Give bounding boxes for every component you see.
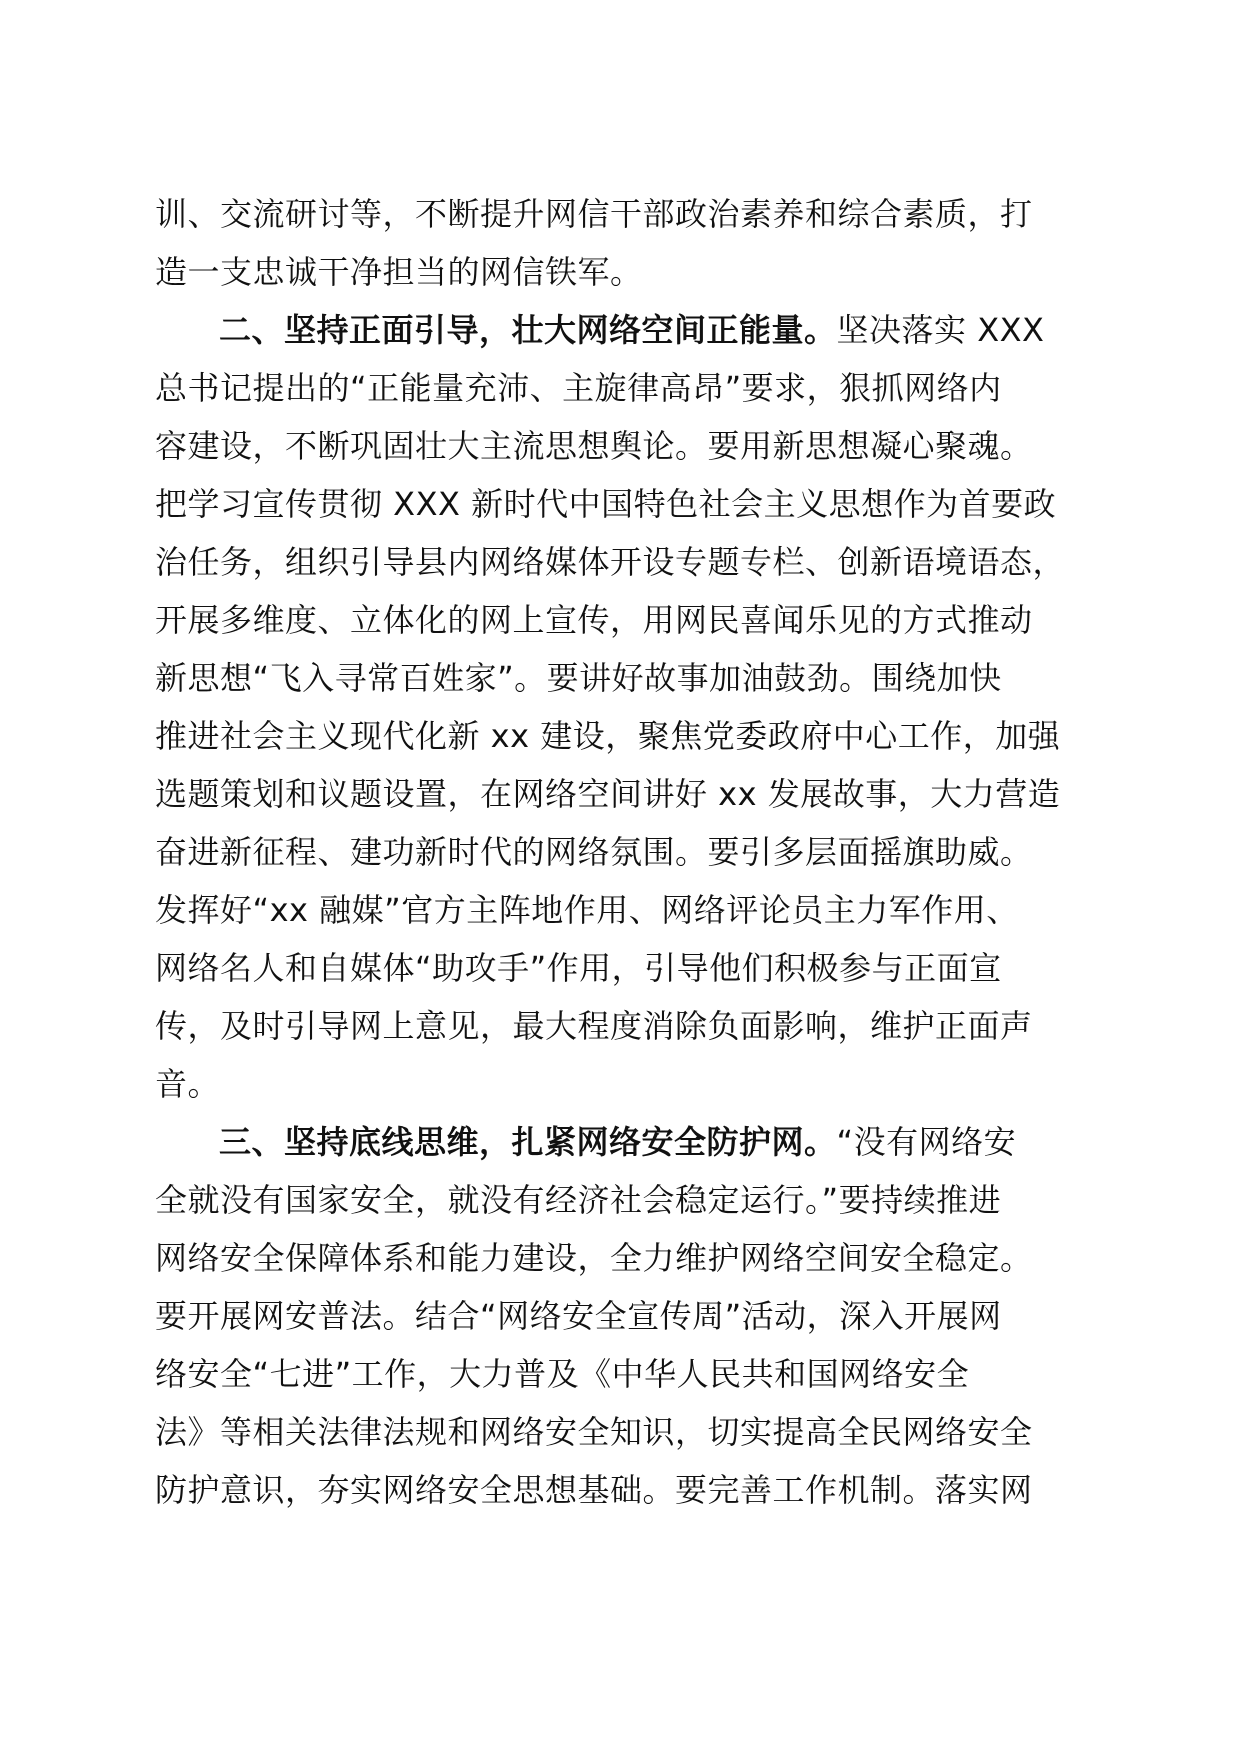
line-text: 容建设，不断巩固壮大主流思想舆论。要用新思想凝心聚魂。 <box>155 427 1033 465</box>
text-line <box>155 417 1090 475</box>
text-line <box>155 1345 1090 1403</box>
line-text: 要开展网安普法。结合“网络安全宣传周”活动，深入开展网 <box>155 1297 1002 1335</box>
line-text: 奋进新征程、建功新时代的网络氛围。要引多层面摇旗助威。 <box>155 833 1033 871</box>
line-text: 治任务，组织引导县内网络媒体开设专题专栏、创新语境语态， <box>155 543 1066 581</box>
line-text: 全就没有国家安全，就没有经济社会稳定运行。”要持续推进 <box>155 1181 1002 1219</box>
section-heading: 三、坚持底线思维，扎紧网络安全防护网。 <box>219 1123 837 1161</box>
line-text: 音。 <box>155 1065 221 1103</box>
line-text: 选题策划和议题设置，在网络空间讲好 xx 发展故事，大力营造 <box>155 775 1061 813</box>
text-line <box>155 1229 1090 1287</box>
line-text: 把学习宣传贯彻 XXX 新时代中国特色社会主义思想作为首要政 <box>155 485 1057 523</box>
line-text: 传，及时引导网上意见，最大程度消除负面影响，维护正面声 <box>155 1007 1033 1045</box>
line-text: 法》等相关法律法规和网络安全知识，切实提高全民网络安全 <box>155 1413 1033 1451</box>
document-body <box>155 185 1090 1519</box>
text-line <box>155 1403 1090 1461</box>
text-line <box>155 939 1090 997</box>
text-line <box>155 533 1090 591</box>
line-text: “没有网络安 <box>836 1123 1017 1161</box>
text-line <box>155 475 1090 533</box>
section-heading-line <box>155 301 1090 359</box>
line-text: 训、交流研讨等，不断提升网信干部政治素养和综合素质，打 <box>155 195 1033 233</box>
text-line <box>155 881 1090 939</box>
line-text: 络安全“七进”工作，大力普及《中华人民共和国网络安全 <box>155 1355 970 1393</box>
line-text: 推进社会主义现代化新 xx 建设，聚焦党委政府中心工作，加强 <box>155 717 1061 755</box>
section-heading-line <box>155 1113 1090 1171</box>
line-text: 总书记提出的“正能量充沛、主旋律高昂”要求，狠抓网络内 <box>155 369 1002 407</box>
line-text: 开展多维度、立体化的网上宣传，用网民喜闻乐见的方式推动 <box>155 601 1033 639</box>
line-text: 防护意识，夯实网络安全思想基础。要完善工作机制。落实网 <box>155 1471 1033 1509</box>
text-line <box>155 359 1090 417</box>
line-text: 网络安全保障体系和能力建设，全力维护网络空间安全稳定。 <box>155 1239 1033 1277</box>
text-line <box>155 1461 1090 1519</box>
text-line <box>155 649 1090 707</box>
line-text: 坚决落实 XXX <box>836 311 1045 349</box>
line-text: 发挥好“xx 融媒”官方主阵地作用、网络评论员主力军作用、 <box>155 891 1019 929</box>
text-line <box>155 707 1090 765</box>
text-line <box>155 765 1090 823</box>
line-text: 新思想“飞入寻常百姓家”。要讲好故事加油鼓劲。围绕加快 <box>155 659 1002 697</box>
text-line <box>155 1055 1090 1113</box>
line-text: 网络名人和自媒体“助攻手”作用，引导他们积极参与正面宣 <box>155 949 1002 987</box>
text-line <box>155 997 1090 1055</box>
text-line <box>155 591 1090 649</box>
text-line <box>155 823 1090 881</box>
section-heading: 二、坚持正面引导，壮大网络空间正能量。 <box>219 311 837 349</box>
line-text: 造一支忠诚干净担当的网信铁军。 <box>155 253 643 291</box>
text-line <box>155 243 1090 301</box>
text-line <box>155 185 1090 243</box>
text-line <box>155 1287 1090 1345</box>
text-line <box>155 1171 1090 1229</box>
